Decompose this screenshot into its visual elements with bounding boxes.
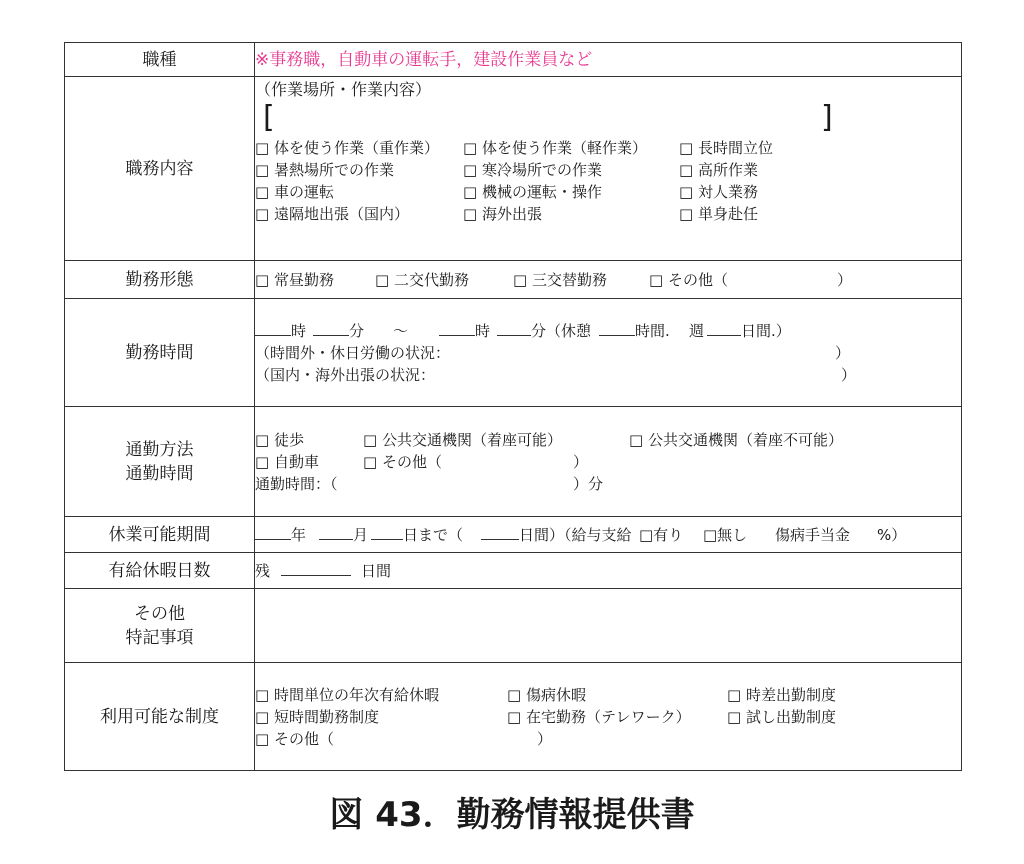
label-seido: 利用可能な制度 <box>65 663 255 771</box>
yukyu-days-label: 日間 <box>361 561 392 580</box>
opt-public-seat[interactable]: □ 公共交通機関（着座可能） <box>363 430 562 449</box>
opt-two-shift[interactable]: □ 二交代勤務 <box>375 270 469 289</box>
break-hours-blank[interactable] <box>599 321 635 336</box>
end-min-blank[interactable] <box>497 321 531 336</box>
bracket-right: ] <box>821 100 833 135</box>
made-label: 日まで（ <box>403 525 464 544</box>
label-yukyu: 有給休暇日数 <box>65 553 255 589</box>
opt-tsukin-other[interactable]: □ その他（ <box>363 452 442 471</box>
month-blank[interactable] <box>319 525 353 540</box>
row-keitai <box>65 261 962 299</box>
break-hours-label: 時間. <box>635 321 670 340</box>
leave-days-label: 日間）（給与支給 <box>519 525 632 544</box>
remaining-days-blank[interactable] <box>281 561 351 576</box>
opt-three-shift[interactable]: □ 三交替勤務 <box>513 270 607 289</box>
row-kyugyo <box>65 517 962 553</box>
shu-label: 週 <box>689 321 705 340</box>
shokushu-note: ※事務職，自動車の運転手，建設作業員など <box>255 49 593 70</box>
tilde: ～ <box>393 321 409 340</box>
row-sonota <box>65 589 962 663</box>
fun-label-2: 分（休憩 <box>531 321 592 340</box>
opt-light-work[interactable]: □ 体を使う作業（軽作業） <box>463 139 647 157</box>
work-info-form <box>64 42 962 771</box>
opt-seido-other[interactable]: □ その他（ <box>255 729 334 748</box>
label-sonota-1: その他 <box>134 603 185 624</box>
label-sonota <box>65 589 255 663</box>
row-tsukin <box>65 407 962 517</box>
opt-staggered[interactable]: □ 時差出勤制度 <box>727 685 836 704</box>
overtime-close: ） <box>835 343 851 362</box>
tsukin-other-close: ） <box>573 452 589 471</box>
label-tsukin-method: 通勤方法 <box>125 439 194 460</box>
row-yukyu <box>65 553 962 589</box>
opt-machine[interactable]: □ 機械の運転・操作 <box>463 183 602 201</box>
label-keitai: 勤務形態 <box>65 261 255 299</box>
pct-label: %） <box>877 525 907 544</box>
opt-remote-trip[interactable]: □ 遠隔地出張（国内） <box>255 205 409 223</box>
zan-label: 残 <box>255 561 271 580</box>
opt-keitai-other[interactable]: □ その他（ <box>649 270 728 289</box>
label-sonota-2: 特記事項 <box>125 627 194 648</box>
opt-high-place[interactable]: □ 高所作業 <box>679 161 758 179</box>
row-seido <box>65 663 962 771</box>
opt-driving[interactable]: □ 車の運転 <box>255 183 334 201</box>
opt-pay-yes[interactable]: □有り <box>639 525 684 544</box>
opt-long-standing[interactable]: □ 長時間立位 <box>679 139 773 157</box>
label-kyugyo: 休業可能期間 <box>65 517 255 553</box>
ji-label-1: 時 <box>291 321 307 340</box>
day-blank[interactable] <box>371 525 403 540</box>
leave-days-blank[interactable] <box>481 525 519 540</box>
sickness-benefit-label: 傷病手当金 <box>775 525 851 544</box>
opt-sick-leave[interactable]: □ 傷病休暇 <box>507 685 586 704</box>
opt-heavy-work[interactable]: □ 体を使う作業（重作業） <box>255 139 439 157</box>
opt-walk[interactable]: □ 徒歩 <box>255 430 304 449</box>
trip-label: （国内・海外出張の状況： <box>255 365 436 384</box>
opt-cold-place[interactable]: □ 寒冷場所での作業 <box>463 161 602 179</box>
commute-time-close: ）分 <box>573 474 604 493</box>
notes-field[interactable] <box>255 589 962 663</box>
work-hours-line <box>255 320 961 342</box>
label-jikan: 勤務時間 <box>65 299 255 407</box>
opt-overseas-trip[interactable]: □ 海外出張 <box>463 205 542 223</box>
opt-trial-work[interactable]: □ 試し出勤制度 <box>727 707 836 726</box>
commute-time-label: 通勤時間：（ <box>255 474 338 493</box>
opt-short-hours[interactable]: □ 短時間勤務制度 <box>255 707 379 726</box>
days-per-week-blank[interactable] <box>707 321 741 336</box>
seido-other-close: ） <box>537 729 553 748</box>
days-label: 日間.） <box>741 321 791 340</box>
work-options <box>255 137 961 225</box>
label-tsukin <box>65 407 255 517</box>
opt-hot-place[interactable]: □ 暑熱場所での作業 <box>255 161 394 179</box>
label-shokushu: 職種 <box>65 43 255 77</box>
nen-label: 年 <box>291 525 307 544</box>
opt-car[interactable]: □ 自動車 <box>255 452 319 471</box>
fun-label-1: 分 <box>349 321 365 340</box>
opt-public-noseat[interactable]: □ 公共交通機関（着座不可能） <box>629 430 843 449</box>
bracket-left: [ <box>263 100 275 135</box>
start-hour-blank[interactable] <box>255 321 291 336</box>
work-detail-field[interactable] <box>255 101 961 137</box>
opt-day-shift[interactable]: □ 常昼勤務 <box>255 270 334 289</box>
opt-telework[interactable]: □ 在宅勤務（テレワーク） <box>507 707 691 726</box>
trip-close: ） <box>841 365 857 384</box>
opt-pay-no[interactable]: □無し <box>703 525 748 544</box>
label-shokumu: 職務内容 <box>65 77 255 261</box>
figure-caption: 図 43．勤務情報提供書 <box>329 795 695 835</box>
tsuki-label: 月 <box>353 525 369 544</box>
row-shokushu <box>65 43 962 77</box>
ji-label-2: 時 <box>475 321 491 340</box>
overtime-label: （時間外・休日労働の状況： <box>255 343 451 362</box>
row-shokumu <box>65 77 962 261</box>
keitai-other-close: ） <box>837 270 853 289</box>
opt-single-posting[interactable]: □ 単身赴任 <box>679 205 758 223</box>
label-tsukin-time: 通勤時間 <box>125 463 194 484</box>
year-blank[interactable] <box>255 525 291 540</box>
opt-interpersonal[interactable]: □ 対人業務 <box>679 183 758 201</box>
start-min-blank[interactable] <box>313 321 349 336</box>
opt-hourly-leave[interactable]: □ 時間単位の年次有給休暇 <box>255 685 439 704</box>
row-jikan <box>65 299 962 407</box>
shokumu-subtitle: （作業場所・作業内容） <box>255 80 432 99</box>
end-hour-blank[interactable] <box>439 321 475 336</box>
